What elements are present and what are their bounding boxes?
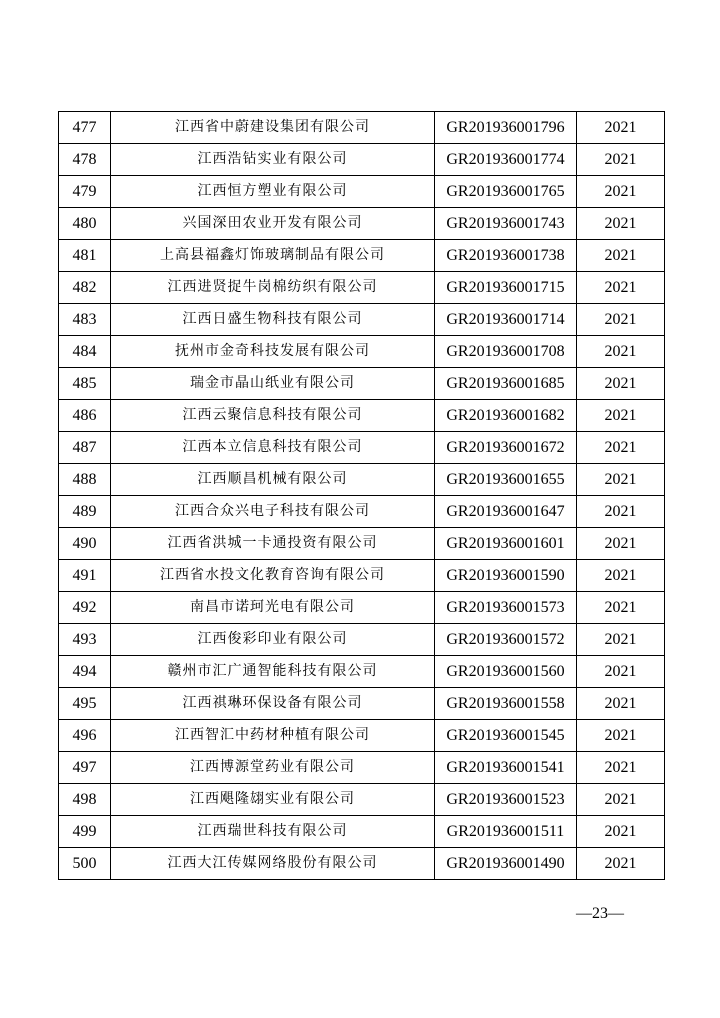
company-name: 江西飓隆翃实业有限公司 <box>111 784 435 816</box>
year: 2021 <box>577 432 665 464</box>
table-row <box>59 400 665 432</box>
company-name: 江西省中蔚建设集团有限公司 <box>111 112 435 144</box>
certificate-number: GR201936001590 <box>435 560 577 592</box>
year: 2021 <box>577 720 665 752</box>
row-number: 486 <box>59 400 111 432</box>
table-row <box>59 528 665 560</box>
certificate-number: GR201936001738 <box>435 240 577 272</box>
certificate-number: GR201936001601 <box>435 528 577 560</box>
year: 2021 <box>577 496 665 528</box>
certificate-number: GR201936001765 <box>435 176 577 208</box>
table-row <box>59 144 665 176</box>
company-name: 江西博源堂药业有限公司 <box>111 752 435 784</box>
company-name: 江西顺昌机械有限公司 <box>111 464 435 496</box>
certificate-number: GR201936001572 <box>435 624 577 656</box>
company-name: 江西俊彩印业有限公司 <box>111 624 435 656</box>
table-row <box>59 208 665 240</box>
row-number: 487 <box>59 432 111 464</box>
row-number: 488 <box>59 464 111 496</box>
row-number: 499 <box>59 816 111 848</box>
company-name: 赣州市汇广通智能科技有限公司 <box>111 656 435 688</box>
table-body <box>59 112 665 880</box>
company-name: 江西进贤捉牛岗棉纺织有限公司 <box>111 272 435 304</box>
company-name: 兴国深田农业开发有限公司 <box>111 208 435 240</box>
row-number: 484 <box>59 336 111 368</box>
company-table <box>58 111 665 880</box>
row-number: 479 <box>59 176 111 208</box>
row-number: 490 <box>59 528 111 560</box>
row-number: 480 <box>59 208 111 240</box>
row-number: 494 <box>59 656 111 688</box>
company-name: 江西合众兴电子科技有限公司 <box>111 496 435 528</box>
company-name: 江西云聚信息科技有限公司 <box>111 400 435 432</box>
row-number: 492 <box>59 592 111 624</box>
year: 2021 <box>577 528 665 560</box>
table-row <box>59 688 665 720</box>
company-name: 江西祺琳环保设备有限公司 <box>111 688 435 720</box>
certificate-number: GR201936001715 <box>435 272 577 304</box>
year: 2021 <box>577 752 665 784</box>
certificate-number: GR201936001511 <box>435 816 577 848</box>
certificate-number: GR201936001714 <box>435 304 577 336</box>
year: 2021 <box>577 592 665 624</box>
certificate-number: GR201936001647 <box>435 496 577 528</box>
certificate-number: GR201936001708 <box>435 336 577 368</box>
certificate-number: GR201936001560 <box>435 656 577 688</box>
company-name: 上高县福鑫灯饰玻璃制品有限公司 <box>111 240 435 272</box>
year: 2021 <box>577 816 665 848</box>
row-number: 493 <box>59 624 111 656</box>
table-row <box>59 656 665 688</box>
row-number: 497 <box>59 752 111 784</box>
table-row <box>59 816 665 848</box>
row-number: 485 <box>59 368 111 400</box>
year: 2021 <box>577 144 665 176</box>
company-name: 瑞金市晶山纸业有限公司 <box>111 368 435 400</box>
row-number: 489 <box>59 496 111 528</box>
row-number: 483 <box>59 304 111 336</box>
row-number: 481 <box>59 240 111 272</box>
company-name: 江西恒方塑业有限公司 <box>111 176 435 208</box>
row-number: 495 <box>59 688 111 720</box>
table-row <box>59 464 665 496</box>
table-row <box>59 592 665 624</box>
year: 2021 <box>577 336 665 368</box>
table-row <box>59 336 665 368</box>
table-row <box>59 720 665 752</box>
certificate-number: GR201936001672 <box>435 432 577 464</box>
year: 2021 <box>577 624 665 656</box>
company-name: 南昌市诺珂光电有限公司 <box>111 592 435 624</box>
company-name: 江西大江传媒网络股份有限公司 <box>111 848 435 880</box>
row-number: 478 <box>59 144 111 176</box>
year: 2021 <box>577 176 665 208</box>
table-row <box>59 176 665 208</box>
year: 2021 <box>577 368 665 400</box>
row-number: 498 <box>59 784 111 816</box>
certificate-number: GR201936001774 <box>435 144 577 176</box>
year: 2021 <box>577 240 665 272</box>
year: 2021 <box>577 272 665 304</box>
company-name: 江西本立信息科技有限公司 <box>111 432 435 464</box>
year: 2021 <box>577 656 665 688</box>
row-number: 491 <box>59 560 111 592</box>
year: 2021 <box>577 304 665 336</box>
table-row <box>59 560 665 592</box>
company-name: 江西浩钻实业有限公司 <box>111 144 435 176</box>
page-number: —23— <box>576 905 624 922</box>
company-name: 江西日盛生物科技有限公司 <box>111 304 435 336</box>
company-name: 江西省洪城一卡通投资有限公司 <box>111 528 435 560</box>
table-row <box>59 272 665 304</box>
company-name: 抚州市金奇科技发展有限公司 <box>111 336 435 368</box>
table-row <box>59 368 665 400</box>
row-number: 477 <box>59 112 111 144</box>
certificate-number: GR201936001558 <box>435 688 577 720</box>
company-name: 江西智汇中药材种植有限公司 <box>111 720 435 752</box>
year: 2021 <box>577 208 665 240</box>
year: 2021 <box>577 848 665 880</box>
year: 2021 <box>577 112 665 144</box>
company-name: 江西省水投文化教育咨询有限公司 <box>111 560 435 592</box>
year: 2021 <box>577 784 665 816</box>
row-number: 482 <box>59 272 111 304</box>
table-row <box>59 848 665 880</box>
company-name: 江西瑞世科技有限公司 <box>111 816 435 848</box>
certificate-number: GR201936001655 <box>435 464 577 496</box>
certificate-number: GR201936001490 <box>435 848 577 880</box>
row-number: 500 <box>59 848 111 880</box>
year: 2021 <box>577 688 665 720</box>
table-row <box>59 240 665 272</box>
year: 2021 <box>577 464 665 496</box>
year: 2021 <box>577 400 665 432</box>
table-row <box>59 112 665 144</box>
table-row <box>59 784 665 816</box>
certificate-number: GR201936001545 <box>435 720 577 752</box>
table-row <box>59 624 665 656</box>
table-row <box>59 432 665 464</box>
certificate-number: GR201936001682 <box>435 400 577 432</box>
certificate-number: GR201936001796 <box>435 112 577 144</box>
certificate-number: GR201936001541 <box>435 752 577 784</box>
certificate-number: GR201936001573 <box>435 592 577 624</box>
table-row <box>59 304 665 336</box>
table-row <box>59 496 665 528</box>
year: 2021 <box>577 560 665 592</box>
certificate-number: GR201936001743 <box>435 208 577 240</box>
certificate-number: GR201936001523 <box>435 784 577 816</box>
row-number: 496 <box>59 720 111 752</box>
certificate-number: GR201936001685 <box>435 368 577 400</box>
table-row <box>59 752 665 784</box>
